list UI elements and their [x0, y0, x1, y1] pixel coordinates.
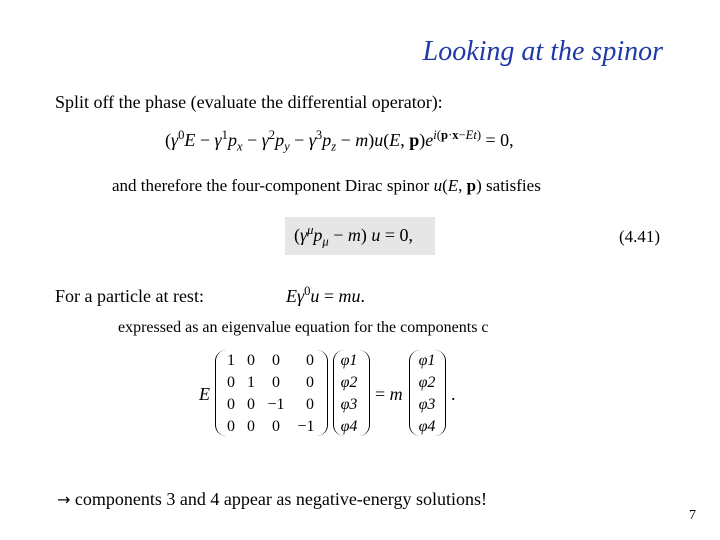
conclusion-text: components 3 and 4 appear as negative-energy solutions!: [74, 489, 487, 509]
dirac-expanded-equation: $(\gamma^0E - \gamma^1p_x - \gamma^2p_y - \gamma^3p_z - m)u(E$, $p)e^{i(p\cdot x-Et)} = 0$,: [165, 128, 514, 154]
phi-cell: φ2: [340, 374, 358, 391]
dirac-spinor-text: and therefore the four-component Dirac spinor u(E, p) satisfies: [112, 176, 541, 195]
matrix-paren-right: [317, 350, 328, 436]
period: .: [451, 384, 456, 404]
vector-left-paren-right: [359, 350, 370, 436]
matrix-cell: −1: [267, 396, 285, 413]
eigenvalue-text: expressed as an eigenvalue equation for the components c: [118, 319, 489, 336]
matrix-cell: 0: [272, 418, 280, 435]
phi-cell: φ4: [340, 418, 358, 435]
particle-at-rest-text: For a particle at rest:: [55, 286, 204, 306]
page-number: 7: [689, 508, 696, 523]
phi-cell: φ2: [418, 374, 436, 391]
matrix-cell: 0: [272, 374, 280, 391]
vector-right-paren-right: [435, 350, 446, 436]
matrix-cell: −1: [297, 418, 315, 435]
matrix-cell: 0: [227, 418, 235, 435]
slide-title: Looking at the spinor: [422, 36, 663, 67]
matrix-cell: 0: [227, 396, 235, 413]
matrix-cell: 0: [272, 352, 280, 369]
matrix-cell: 1: [247, 374, 255, 391]
matrix-cell: 1: [227, 352, 235, 369]
phi-cell: φ1: [340, 352, 358, 369]
equals-m: = m: [375, 384, 403, 404]
matrix-cell: 0: [247, 396, 255, 413]
matrix-cell: 0: [306, 352, 314, 369]
matrix-cell: 0: [306, 374, 314, 391]
equation-number: (4.41): [619, 227, 661, 246]
matrix-cell: 0: [247, 418, 255, 435]
right-arrow-icon: →: [57, 490, 71, 509]
matrix-equation: [195, 350, 475, 442]
matrix-cell: 0: [227, 374, 235, 391]
conclusion-line: [57, 489, 487, 510]
split-phase-text: Split off the phase (evaluate the differential operator):: [55, 92, 443, 112]
phi-cell: φ3: [340, 396, 358, 413]
phi-cell: φ4: [418, 418, 436, 435]
phi-cell: φ3: [418, 396, 436, 413]
matrix-cell: 0: [247, 352, 255, 369]
dirac-equation: $(\gamma^\mu p_\mu - m) u = 0$,: [294, 223, 414, 249]
energy-symbol: E: [199, 384, 210, 404]
rest-equation: $E\gamma^0u$ = mu.: [286, 284, 366, 306]
matrix-cell: 0: [306, 396, 314, 413]
phi-cell: φ1: [418, 352, 436, 369]
